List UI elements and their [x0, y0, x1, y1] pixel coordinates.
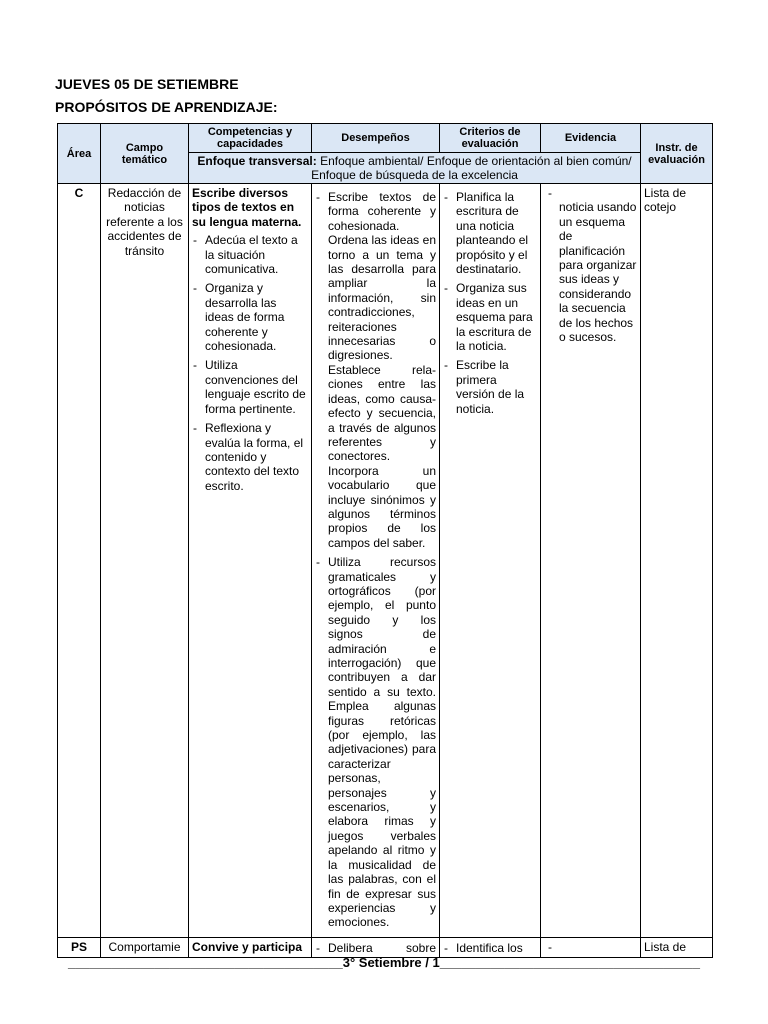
learning-purposes-table	[57, 123, 713, 958]
enfoque-text: Enfoque ambiental/ Enfoque de orientación al bien común/ Enfoque de búsqueda de la excelencia	[311, 154, 632, 182]
page-date: JUEVES 05 DE SETIEMBRE	[55, 76, 239, 92]
campo-cell: Redacción de noticias referente a los accidentes de tránsito	[101, 184, 189, 938]
capacidades-list	[192, 233, 308, 493]
criterios-list	[443, 941, 537, 955]
desempenos-cell	[312, 184, 440, 938]
evidencia-dash: -	[548, 939, 552, 954]
header-desempenos: Desempeños	[312, 124, 440, 153]
header-campo-tematico: Campo temático	[101, 124, 189, 184]
list-item: - Escribe textos de forma coherente y cohesionada. Ordena las ideas en torno a un tema y las desarrolla para ampliar la información, sin contradicciones, reiteraciones innecesarias o digresiones. Establece rela-ciones entre las ideas, como causa-efecto y secuencia, a través de algunos referentes y conectores. Incorpora un vocabulario que incluye sinónimos y algunos términos propios de los campos del saber.	[315, 190, 436, 550]
evidencia-text: noticia usando un esquema de planificación para organizar sus ideas y considerando la secuencia de los hechos o sucesos.	[559, 200, 637, 345]
list-item: - Organiza sus ideas en un esquema para la escritura de la noticia.	[443, 281, 537, 353]
evidencia-cell	[541, 184, 641, 938]
list-item: - Utiliza recursos gramaticales y ortográficos (por ejemplo, el punto seguido y los signos de admiración e interrogación) que contribuyen a dar sentido a su texto. Emplea algunas figuras retóricas (por ejemplo, las adjetivaciones) para caracterizar personas, personajes y escenarios, y elabora rimas y juegos verbales apelando al ritmo y la musicalidad de las palabras, con el fin de expresar sus experiencias y emociones.	[315, 555, 436, 930]
header-competencias: Competencias y capacidades	[189, 124, 312, 153]
enfoque-label: Enfoque transversal:	[197, 154, 317, 168]
competencias-cell: Convive y participa	[189, 937, 312, 957]
table-row	[58, 184, 713, 938]
criterios-list	[443, 190, 537, 416]
list-item: - Identifica los	[443, 941, 537, 955]
header-criterios: Criterios de evaluación	[440, 124, 541, 153]
instrumento-cell: Lista de	[641, 937, 713, 957]
page-footer: ______________________________________3° Setiembre / 1____________________________________	[68, 955, 700, 970]
area-cell: C	[58, 184, 101, 938]
list-item: - Delibera sobre	[315, 941, 436, 955]
campo-cell: Comportamie	[101, 937, 189, 957]
list-item: - Escribe la primera versión de la noticia.	[443, 358, 537, 416]
list-item: - Planifica la escritura de una noticia planteando el propósito y el destinatario.	[443, 190, 537, 276]
list-item: - Adecúa el texto a la situación comunicativa.	[192, 233, 308, 276]
purposes-title: PROPÓSITOS DE APRENDIZAJE:	[55, 99, 278, 115]
instrumento-cell: Lista de cotejo	[641, 184, 713, 938]
evidencia-dash: -	[548, 186, 552, 200]
competencia-title: Escribe diversos tipos de textos en su lengua materna.	[192, 186, 302, 229]
header-instrumento: Instr. de evaluación	[641, 124, 713, 184]
header-area: Área	[58, 124, 101, 184]
competencias-cell	[189, 184, 312, 938]
list-item: - Utiliza convenciones del lenguaje escrito de forma pertinente.	[192, 358, 308, 416]
desempenos-list	[315, 190, 436, 930]
criterios-cell	[440, 184, 541, 938]
header-evidencia: Evidencia	[541, 124, 641, 153]
desempenos-list	[315, 941, 436, 955]
list-item: - Organiza y desarrolla las ideas de forma coherente y cohesionada.	[192, 281, 308, 353]
enfoque-transversal	[189, 153, 641, 184]
list-item: - Reflexiona y evalúa la forma, el contenido y contexto del texto escrito.	[192, 421, 308, 493]
area-cell: PS	[58, 937, 101, 957]
